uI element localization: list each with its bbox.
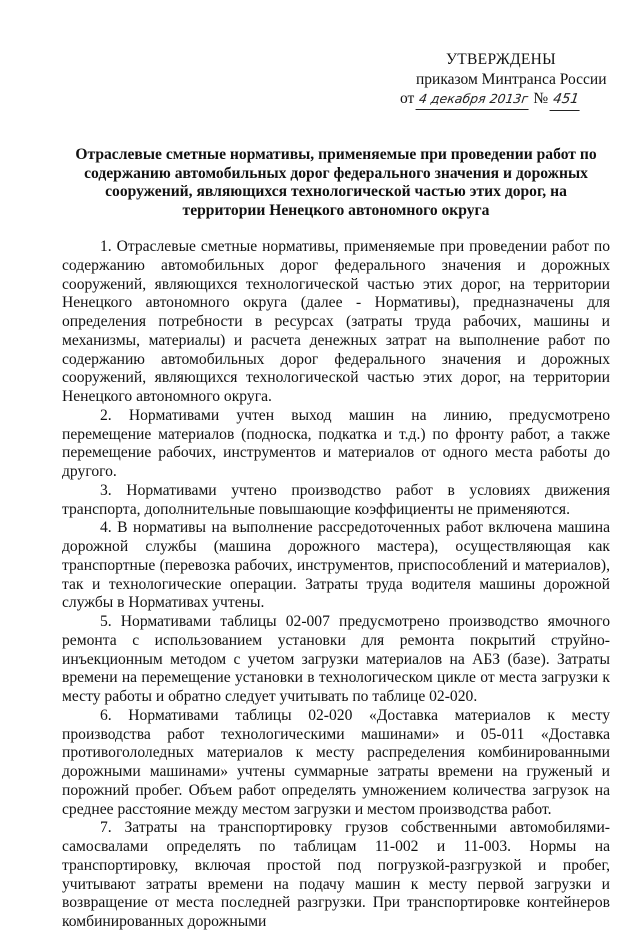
number-sign: № — [533, 90, 549, 107]
approval-block — [400, 50, 625, 111]
paragraph: 3. Нормативами учтено производство работ в условиях движения транспорта, дополнительные повышающие коэффициенты не применяются. — [62, 481, 610, 518]
approval-order-line: приказом Минтранса России — [416, 70, 607, 88]
paragraph: 2. Нормативами учтен выход машин на линию, предусмотрено перемещение материалов (подноска, подкатка и т.д.) по фронту работ, а также перемещение рабочих, инструментов и материалов от одного места работы до другого. — [62, 406, 610, 480]
paragraph: 1. Отраслевые сметные нормативы, применяемые при проведении работ по содержанию автомобильных дорог федерального значения и дорожных сооружений, являющихся технологической частью этих дорог, на территории Ненецкого автономного округа (далее - Нормативы), предназначены для определения потребности в ресурсах (затраты труда рабочих, машины и механизмы, материалы) и расчета денежных затрат на выполнение работ по содержанию автомобильных дорог федерального значения и дорожных сооружений, являющихся технологической частью этих дорог, на территории Ненецкого автономного округа. — [62, 238, 610, 405]
paragraph: 5. Нормативами таблицы 02-007 предусмотрено производство ямочного ремонта с использованием установки для ремонта покрытий струйно-инъекционным методом с учетом загрузки материалов на АБЗ (базе). Затраты времени на перемещение установки в технологическом цикле от места загрузки к месту работы и обратно следует учитывать по таблице 02-020. — [62, 613, 610, 705]
paragraph: 7. Затраты на транспортировку грузов собственными автомобилями-самосвалами определять по таблицам 11-002 и 11-003. Нормы на транспортировку, включая простой под погрузкой-разгрузкой и пробег, учитывают затраты времени на подачу машин к месту первой загрузки и возвращение от места последней разгрузки. При транспортировке контейнеров комбинированных дорожными — [62, 819, 610, 930]
handwritten-date: 4 декабря 2013г — [416, 89, 532, 110]
document-title: Отраслевые сметные нормативы, применяемые при проведении работ по содержанию автомобильных дорог федерального значения и дорожных сооружений, являющихся технологической частью этих дорог, на территории Ненецкого автономного округа — [75, 146, 597, 219]
approval-heading: УТВЕРЖДЕНЫ — [446, 51, 556, 68]
approval-date-line — [400, 89, 625, 111]
date-prefix: от — [400, 90, 415, 107]
paragraph: 4. В нормативы на выполнение рассредоточенных работ включена машина дорожной службы (машина дорожного мастера), осуществляющая как транспортные (перевозка рабочих, инструментов, приспособлений и материалов), так и технологические операции. Затраты труда водителя машины дорожной службы в Нормативах учтены. — [62, 519, 610, 612]
paragraph: 6. Нормативами таблицы 02-020 «Доставка материалов к месту производства работ технологическими машинами» и 05-011 «Доставка противогололедных материалов к месту распределения комбинированными дорожными машинами» учтены суммарные затраты времени на груженый и порожний пробег. Объем работ определять умножением количества загрузок на среднее расстояние между местом загрузки и местом производства работ. — [62, 706, 610, 818]
handwritten-number: 451 — [550, 90, 583, 111]
document-body — [62, 238, 610, 932]
